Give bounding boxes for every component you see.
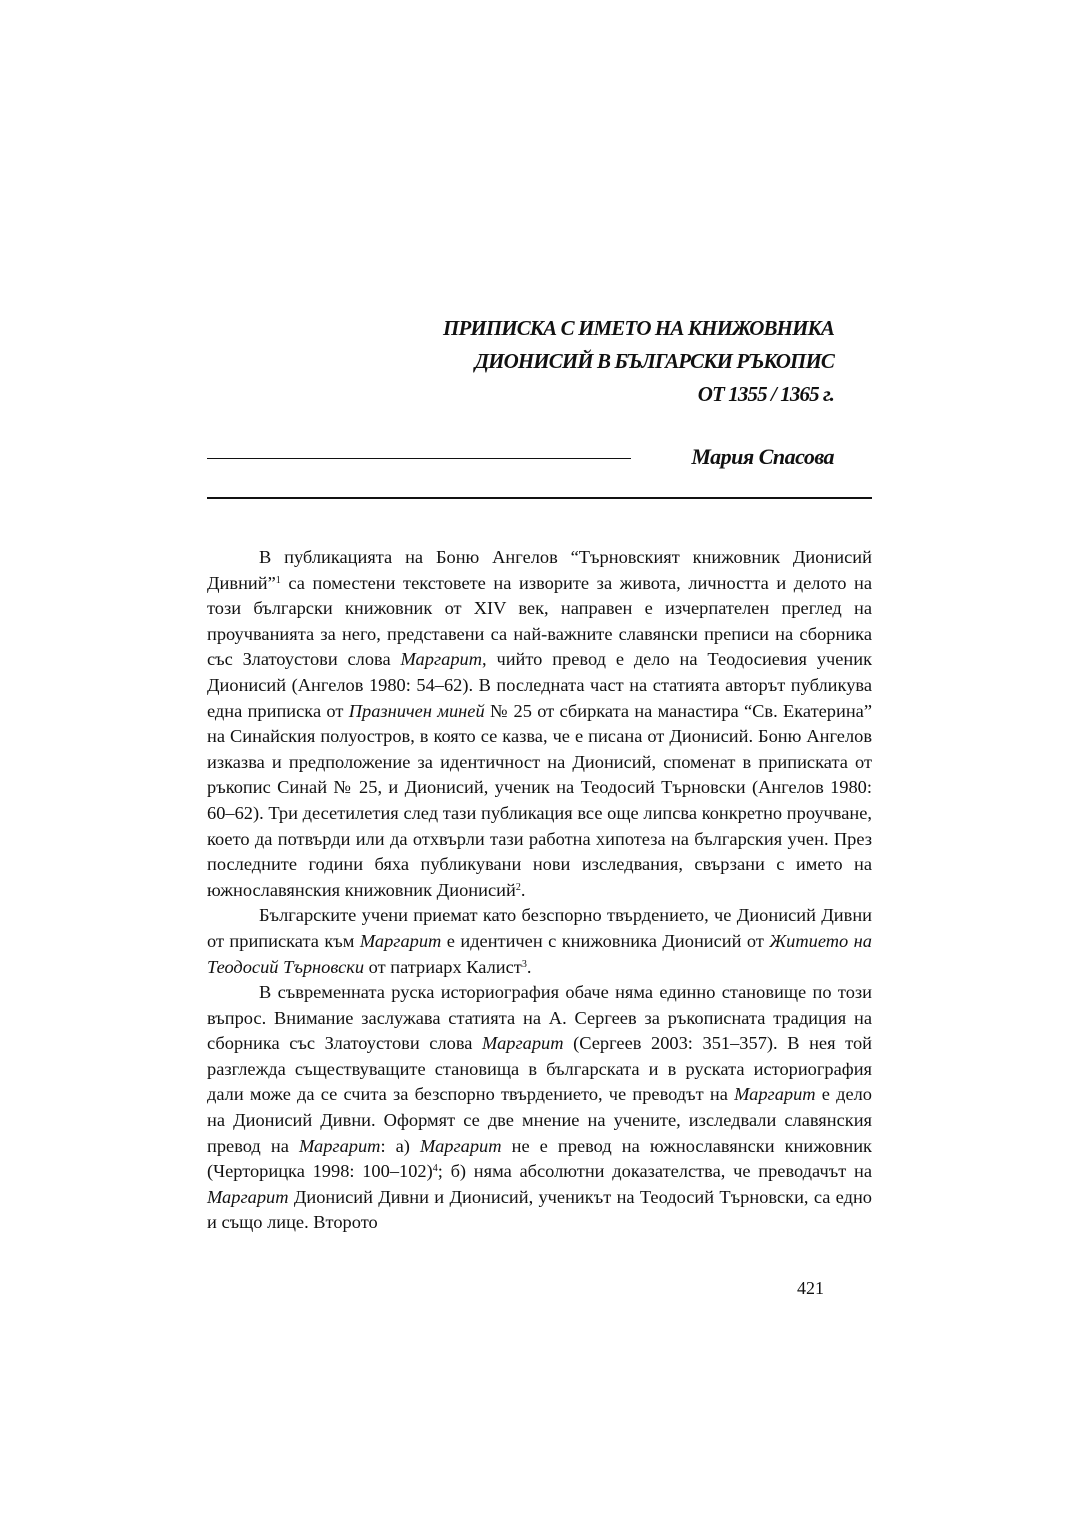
author-name: Мария Спасова: [691, 444, 834, 469]
text-run: , чийто превод е дело на Теодосиевия ученик Дионисий (Ангелов 1980: 54–62). В последната част на статията авторът публикува една приписка от: [207, 649, 872, 721]
italic-title: Маргарит: [298, 1135, 381, 1156]
text-run: ; б) няма абсолютни доказателства, че преводачът на: [437, 1161, 872, 1182]
paragraph-1: [207, 545, 872, 903]
text-run: е идентичен с книжовника Дионисий от: [441, 930, 770, 951]
italic-title: Маргарит: [207, 1186, 289, 1207]
footnote-ref-2: 2: [515, 881, 521, 893]
page-number: 421: [797, 1278, 824, 1298]
title-line-1: ПРИПИСКА С ИМЕТО НА КНИЖОВНИКА: [443, 316, 834, 340]
text-run: № 25 от сбирката на манастира “Св. Екатерина” на Синайския полуостров, в която се казва, че е писана от Дионисий. Боню Ангелов изказва и предположение за идентичност на Дионисий, споменат в приписката от ръкопис Синай № 25, и Дионисий, ученик на Теодосий Търновски (Ангелов 1980: 60–62). Три десетилетия след тази публикация все още липсва конкретно проучване, което да потвърди или да отхвърли тази работна хипотеза на българския учен. През последните години бяха публикувани нови изследвания, свързани с името на южнославянския книжовник Дионисий: [207, 700, 872, 900]
text-run: е дело на Дионисий Дивни. Оформят се две мнение на учените, изследвали славянския превод на: [207, 1084, 872, 1156]
text-run: Дионисий Дивни и Дионисий, ученикът на Теодосий Търновски, са едно и също лице. Второто: [207, 1186, 872, 1233]
italic-title: Маргарит: [482, 1033, 564, 1054]
italic-title: Маргарит: [734, 1084, 816, 1105]
italic-title: Житието на Теодосий Търновски: [207, 930, 872, 977]
italic-title: Маргарит: [359, 930, 442, 951]
text-run: Българските учени приемат като безспорно твърдението, че Дионисий Дивни от приписката към: [207, 905, 872, 951]
header-rule: [207, 497, 872, 499]
text-run: .: [526, 956, 532, 977]
text-run: В съвременната руска историография обаче няма единно становище по този въпрос. Внимание заслужава статията на А. Сергеев за ръкописната традиция на сборника със Златоустови слова: [207, 982, 872, 1054]
italic-title: Маргарит: [420, 1135, 502, 1156]
title-line-3: ОТ 1355 / 1365 г.: [697, 382, 834, 406]
footnote-ref-4: 4: [432, 1163, 438, 1175]
footnote-ref-3: 3: [521, 958, 527, 970]
text-run: (Сергеев 2003: 351–357). В нея той разглежда съществуващите становища в българската и в руската историография дали може да се счита за безспорно твърдението, че преводът на: [207, 1033, 872, 1105]
article-title: [214, 312, 834, 411]
text-run: В публикацията на Боню Ангелов “Търновският книжовник Дионисий Дивний”: [207, 547, 872, 593]
paragraph-3: [207, 980, 872, 1236]
italic-title: Празничен миней: [348, 700, 485, 721]
paragraph-2: [207, 903, 872, 980]
article-body: [207, 545, 872, 1236]
text-run: .: [520, 879, 526, 900]
title-line-2: ДИОНИСИЙ В БЪЛГАРСКИ РЪКОПИС: [474, 349, 834, 373]
author-rule: [207, 458, 631, 459]
text-run: от патриарх Калист: [364, 956, 522, 977]
text-run: : а): [380, 1135, 421, 1156]
footnote-ref-1: 1: [275, 574, 281, 586]
text-run: не е превод на южнославянски книжовник (Черторицка 1998: 100–102): [207, 1135, 872, 1182]
italic-title: Маргарит: [400, 649, 482, 670]
text-run: са поместени текстовете на изворите за живота, личността и делото на този български книжовник от XIV век, направен е изчерпателен преглед на проучванията за него, представени са най-важните славянски преписи на сборника със Златоустови слова: [207, 572, 872, 670]
